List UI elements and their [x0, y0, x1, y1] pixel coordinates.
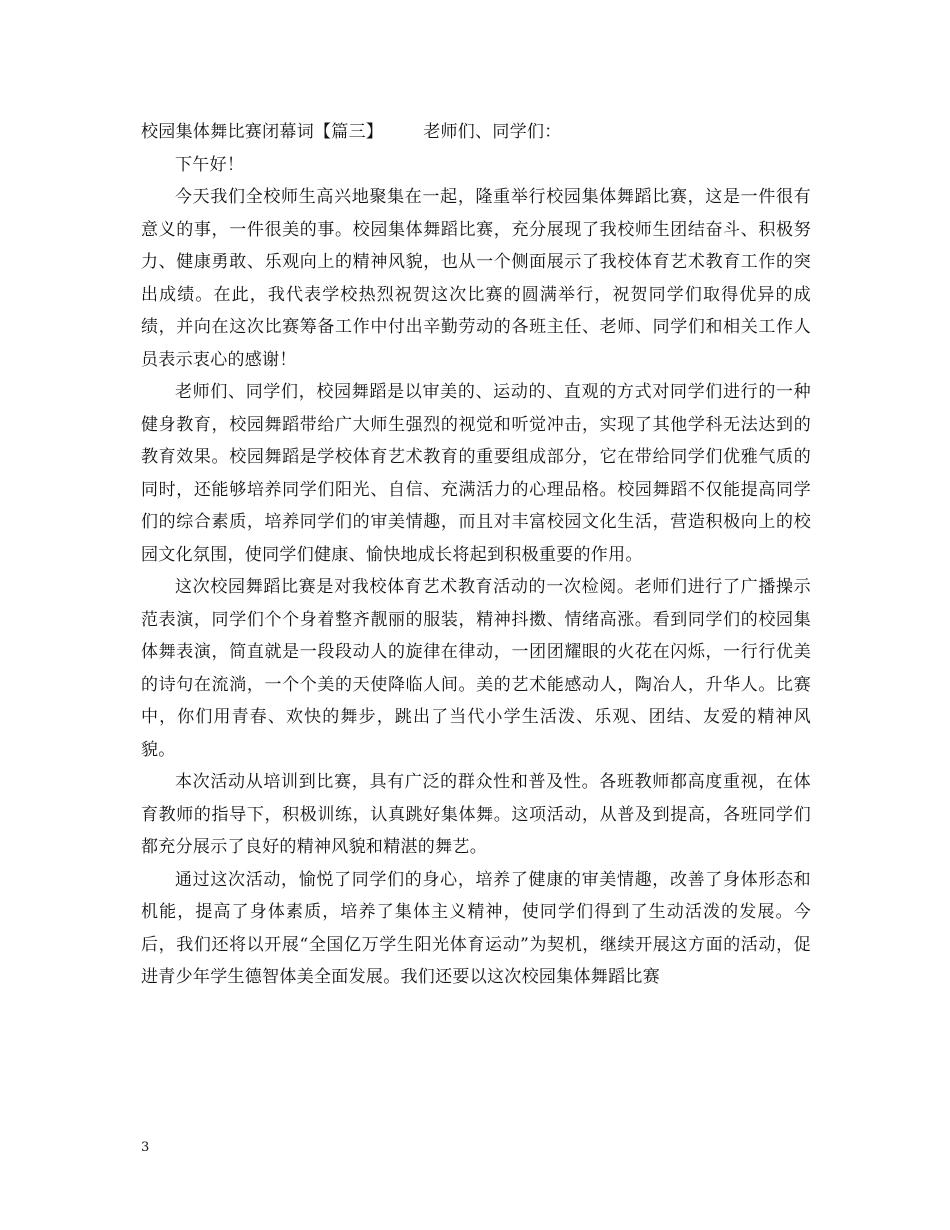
paragraph: 这次校园舞蹈比赛是对我校体育艺术教育活动的一次检阅。老师们进行了广播操示范表演，同学们个个身着整齐靓丽的服装，精神抖擞、情绪高涨。看到同学们的校园集体舞表演，简直就是一段段动人的旋律在律动，一团团耀眼的火花在闪烁，一行行优美的诗句在流淌，一个个美的天使降临人间。美的艺术能感动人，陶冶人，升华人。比赛中，你们用青春、欢快的舞步，跳出了当代小学生活泼、乐观、团结、友爱的精神风貌。	[141, 577, 811, 760]
paragraph-greeting: 下午好！	[175, 154, 245, 175]
paragraph: 通过这次活动，愉悦了同学们的身心，培养了健康的审美情趣，改善了身体形态和机能，提高了身体素质，培养了集体主义精神，使同学们得到了生动活泼的发展。今后，我们还将以开展“全国亿万学生阳光体育运动”为契机，继续开展这方面的活动，促进青少年学生德智体美全面发展。我们还要以这次校园集体舞蹈比赛	[141, 869, 811, 987]
document-body	[141, 116, 811, 994]
document-title: 校园集体舞比赛闭幕词【篇三】	[141, 122, 384, 142]
paragraph: 今天我们全校师生高兴地聚集在一起，隆重举行校园集体舞蹈比赛，这是一件很有意义的事，一件很美的事。校园集体舞蹈比赛，充分展现了我校师生团结奋斗、积极努力、健康勇敢、乐观向上的精神风貌，也从一个侧面展示了我校体育艺术教育工作的突出成绩。在此，我代表学校热烈祝贺这次比赛的圆满举行，祝贺同学们取得优异的成绩，并向在这次比赛筹备工作中付出辛勤劳动的各班主任、老师、同学们和相关工作人员表示衷心的感谢！	[141, 187, 811, 370]
title-line	[141, 116, 811, 149]
paragraph: 老师们、同学们，校园舞蹈是以审美的、运动的、直观的方式对同学们进行的一种健身教育，校园舞蹈带给广大师生强烈的视觉和听觉冲击，实现了其他学科无法达到的教育效果。校园舞蹈是学校体育艺术教育的重要组成部分，它在带给同学们优雅气质的同时，还能够培养同学们阳光、自信、充满活力的心理品格。校园舞蹈不仅能提高同学们的综合素质，培养同学们的审美情趣，而且对丰富校园文化生活，营造积极向上的校园文化氛围，使同学们健康、愉快地成长将起到积极重要的作用。	[141, 382, 811, 565]
paragraph: 本次活动从培训到比赛，具有广泛的群众性和普及性。各班教师都高度重视，在体育教师的指导下，积极训练，认真跳好集体舞。这项活动，从普及到提高，各班同学们都充分展示了良好的精神风貌和精湛的舞艺。	[141, 772, 811, 857]
salutation: 老师们、同学们：	[423, 122, 562, 142]
page-number: 3	[141, 1140, 150, 1155]
